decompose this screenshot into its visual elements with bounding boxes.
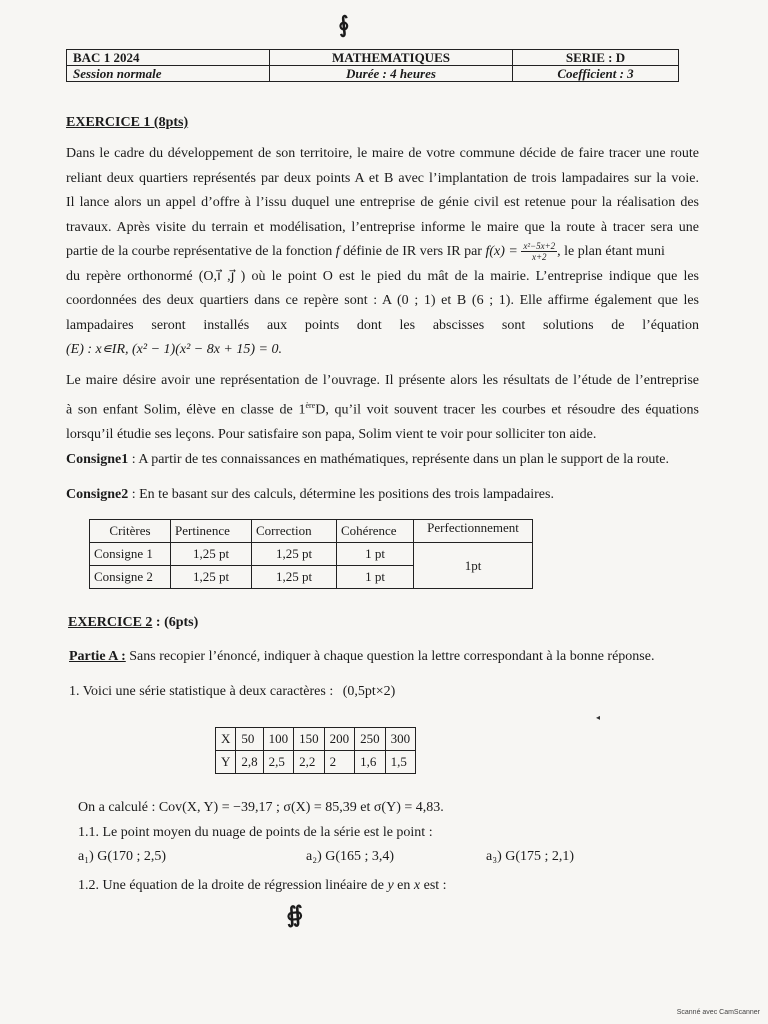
ex1-line: lampadaires seront installés aux points dont les abscisses sont solutions de l’équation [66,317,699,333]
ex1-para-line-class [66,394,699,423]
stat-cell: 50 [236,728,263,751]
question-1-points: (0,5pt×2) [342,684,396,699]
consigne-1 [66,452,669,468]
question-1-1: 1.1. Le point moyen du nuage de points de la série est le point : [78,825,433,840]
stat-cell: X [216,728,236,751]
stat-cell: 2,8 [236,751,263,774]
question-1-2-text: est : [423,878,447,893]
stat-cell: 2 [324,751,355,774]
ex1-para-line: Le maire désire avoir une représentation de l’ouvrage. Il présente alors les résultats de l’étude de l’entreprise [66,373,699,388]
header-subject: MATHEMATIQUES [270,50,513,66]
consigne-2-label: Consigne2 [66,487,129,502]
ex1-para-line: lorsqu’il étudie ses leçons. Pour satisfaire son papa, Solim vient te voir pour solliciter ton aide. [66,426,597,442]
exercise1-title: EXERCICE 1 (8pts) [66,115,189,130]
question-1-text: 1. Voici une série statistique à deux caractères : [69,684,334,699]
exam-header-table [66,49,679,82]
stat-cell: Y [216,751,236,774]
criteria-header: Cohérence [337,520,414,543]
partie-a [69,649,654,665]
header-exam: BAC 1 2024 [67,50,270,66]
criteria-cell: 1 pt [337,543,414,566]
knot-mark-top: ∮ [336,11,352,38]
criteria-cell-perfectionnement: 1pt [414,543,533,589]
stat-cell: 100 [263,728,294,751]
ex1-line: Dans le cadre du développement de son territoire, le maire de votre commune décide de faire tracer une route [66,146,699,161]
header-session: Session normale [67,66,270,82]
ex1-text: à son enfant Solim, élève en classe de 1 [66,402,306,418]
partie-a-text: Sans recopier l’énoncé, indiquer à chaque question la lettre correspondant à la bonne réponse. [125,649,655,664]
criteria-cell: 1,25 pt [252,543,337,566]
stat-cell: 2,5 [263,751,294,774]
statistics-table [215,727,416,774]
function-fraction [521,241,557,262]
stat-cell: 1,6 [355,751,386,774]
ex1-text: partie de la courbe représentative de la fonction [66,244,333,259]
criteria-cell: 1,25 pt [171,566,252,589]
stat-cell: 150 [294,728,325,751]
consigne-1-label: Consigne1 [66,452,129,467]
ordinal-superscript: ère [305,400,316,410]
stat-cell: 2,2 [294,751,325,774]
function-expression: f(x) = [485,244,518,259]
question-1-2-text: 1.2. Une équation de la droite de régression linéaire de [78,878,384,893]
criteria-cell: 1 pt [337,566,414,589]
exercise1-context [66,369,699,447]
scanner-watermark: Scanné avec CamScanner [676,1009,760,1016]
ex1-text: D, qu’il voit souvent tracer les courbes et résoudre des équations [315,402,699,418]
stat-cell: 300 [385,728,416,751]
question-1-2 [78,878,447,894]
variable-x: x [413,878,421,893]
answer-a1: a₁) G(170 ; 2,5) [78,849,167,864]
answer-a2: a₂) G(165 ; 3,4) [306,849,395,864]
criteria-cell: Consigne 2 [90,566,171,589]
consigne-1-text: : A partir de tes connaissances en mathématiques, représente dans un plan le support de la route. [128,452,670,467]
question-1 [69,684,395,700]
fraction-denominator: x+2 [531,252,547,263]
header-series: SERIE : D [513,50,679,66]
consigne-2-text: : En te basant sur des calculs, détermine les positions des trois lampadaires. [128,487,554,502]
criteria-cell: Consigne 1 [90,543,171,566]
criteria-header: Perfectionnement [414,520,533,543]
exercise1-statement [66,142,699,363]
exercise2-title [68,615,198,631]
ex1-text: définie de IR vers IR par [343,244,482,259]
calculation-line: On a calculé : Cov(X, Y) = −39,17 ; σ(X) = 85,39 et σ(Y) = 4,83. [78,800,444,815]
header-duration: Durée : 4 heures [270,66,513,82]
criteria-cell: 1,25 pt [171,543,252,566]
question-1-2-text: en [397,878,411,893]
criteria-table [89,519,533,589]
stat-cell: 1,5 [385,751,416,774]
ex1-line: du repère orthonormé (O,i⃗ ,j⃗ ) où le point O est le pied du mât de la mairie. L’entreprise indique que les [66,268,699,284]
header-coefficient: Coefficient : 3 [513,66,679,82]
partie-a-label: Partie A : [69,649,126,664]
ex1-line: travaux. Après visite du terrain et modélisation, l’entreprise informe le maire que la route à tracer sera une [66,219,699,235]
exercise2-title-points: : (6pts) [152,615,199,630]
stray-mark: ◂ [596,713,601,722]
stat-cell: 200 [324,728,355,751]
answer-a3: a₃) G(175 ; 2,1) [486,849,575,864]
criteria-header: Pertinence [171,520,252,543]
ex1-line: coordonnées des deux quartiers dans ce repère sont : A (0 ; 1) et B (6 ; 1). Elle affirme également que les [66,293,699,308]
ex1-line: reliant deux quartiers représentés par deux points A et B avec l’implantation de trois lampadaires sur la voie. [66,170,699,186]
criteria-header: Correction [252,520,337,543]
ex1-equation: (E) : x∊IR, (x² − 1)(x² − 8x + 15) = 0. [66,342,282,357]
criteria-cell: 1,25 pt [252,566,337,589]
ex1-text: , le plan étant muni [557,244,665,259]
fraction-numerator: x²−5x+2 [523,241,556,252]
exercise2-title-label: EXERCICE 2 [68,615,153,630]
consigne-2 [66,487,554,503]
criteria-header: Critères [90,520,171,543]
function-name: f [335,244,340,259]
stat-cell: 250 [355,728,386,751]
variable-y: y [387,878,394,893]
ex1-line: Il lance alors un appel d’offre à l’issu duquel une entreprise de génie civil est retenue pour la réalisation des [66,195,699,210]
ex1-line-function [66,240,699,265]
knot-mark-bottom: ∯ [284,901,305,928]
